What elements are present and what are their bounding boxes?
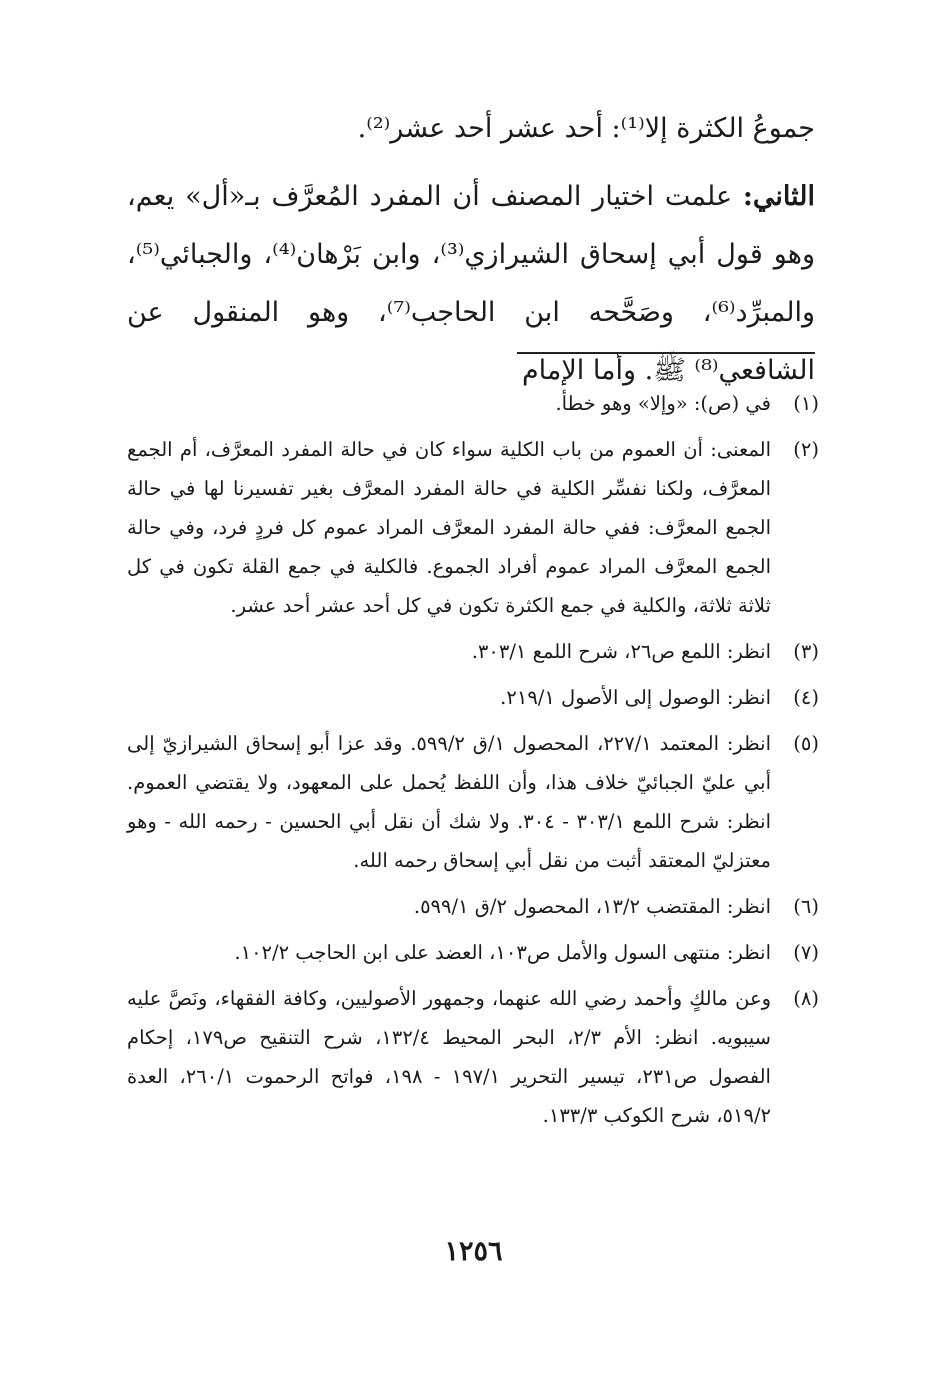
footnote-number: (٨): [793, 987, 819, 1010]
main-text-line-1: جموعُ الكثرة إلا⁽¹⁾: أحد عشر أحد عشر⁽²⁾.: [357, 113, 815, 144]
footnote-item: [127, 632, 819, 671]
footnote-number: (٣): [793, 640, 819, 663]
paragraph-label: الثاني:: [742, 181, 815, 212]
main-paragraph: [127, 168, 815, 400]
footnote-text: انظر: اللمع ص٢٦، شرح اللمع ٣٠٣/١.: [471, 640, 771, 663]
footnotes: [127, 384, 819, 1142]
main-text: [127, 100, 815, 400]
footnote-text: في (ص): «وإلا» وهو خطأ.: [555, 392, 771, 415]
footnote-item: [127, 384, 819, 423]
footnote-number: (٧): [793, 941, 819, 964]
footnote-text: انظر: الوصول إلى الأصول ٢١٩/١.: [500, 686, 771, 709]
footnote-item: [127, 979, 819, 1135]
footnote-item: [127, 724, 819, 880]
footnote-number: (٥): [793, 732, 819, 755]
footnote-item: [127, 430, 819, 625]
footnote-item: [127, 887, 819, 926]
page-number: ١٢٥٦: [444, 1236, 503, 1267]
footnote-text: وعن مالكٍ وأحمد رضي الله عنهما، وجمهور الأصوليين، وكافة الفقهاء، ونَصَّ عليه سيبويه. انظر: الأم ٢/٣، البحر المحيط ١٣٢/٤، شرح التنقيح ص١٧٩، إحكام الفصول ص٢٣١، تيسير التحرير ١٩٧/١ - ١٩٨، فواتح الرحموت ٢٦٠/١، العدة ٥١٩/٢، شرح الكوكب ١٣٣/٣.: [127, 987, 772, 1127]
footnote-text: انظر: المقتضب ١٣/٢، المحصول ٢/ق ٥٩٩/١.: [413, 895, 771, 918]
footnote-text: انظر: منتهى السول والأمل ص١٠٣، العضد على ابن الحاجب ١٠٢/٢.: [234, 941, 771, 964]
footnote-divider: [517, 352, 815, 354]
paragraph-body: علمت اختيار المصنف أن المفرد المُعرَّف بـ«أل» يعم، وهو قول أبي إسحاق الشيرازي⁽³⁾، وابن بَرْهان⁽⁴⁾، والجبائي⁽⁵⁾، والمبرِّد⁽⁶⁾، وصَحَّحه ابن الحاجب⁽⁷⁾، وهو المنقول عن الشافعي⁽⁸⁾ ﷺ. وأما الإمام: [127, 181, 815, 386]
footnote-item: [127, 933, 819, 972]
footnote-text: المعنى: أن العموم من باب الكلية سواء كان في حالة المفرد المعرَّف، أم الجمع المعرَّف، ولكنا نفسِّر الكلية في حالة المفرد المعرَّف بغير تفسيرنا لها في حالة الجمع المعرَّف: ففي حالة المفرد المعرَّف المراد عموم كل فردٍ فرد، وفي حالة الجمع المعرَّف المراد عموم أفراد الجموع. فالكلية في جمع القلة تكون في كل ثلاثة ثلاثة، والكلية في جمع الكثرة تكون في كل أحد عشر أحد عشر.: [127, 438, 771, 617]
footnote-number: (٦): [793, 895, 819, 918]
footnote-number: (٢): [793, 438, 819, 461]
footnote-number: (٤): [793, 686, 819, 709]
footnote-number: (١): [793, 392, 819, 415]
footnote-item: [127, 678, 819, 717]
footnote-text: انظر: المعتمد ٢٢٧/١، المحصول ١/ق ٥٩٩/٢. وقد عزا أبو إسحاق الشيرازيّ إلى أبي عليّ الجبائيّ خلاف هذا، وأن اللفظ يُحمل على المعهود، ولا يقتضي العموم. انظر: شرح اللمع ٣٠٣/١ - ٣٠٤. ولا شك أن نقل أبي الحسين - رحمه الله - وهو معتزليّ المعتقد أثبت من نقل أبي إسحاق رحمه الله.: [127, 732, 772, 872]
